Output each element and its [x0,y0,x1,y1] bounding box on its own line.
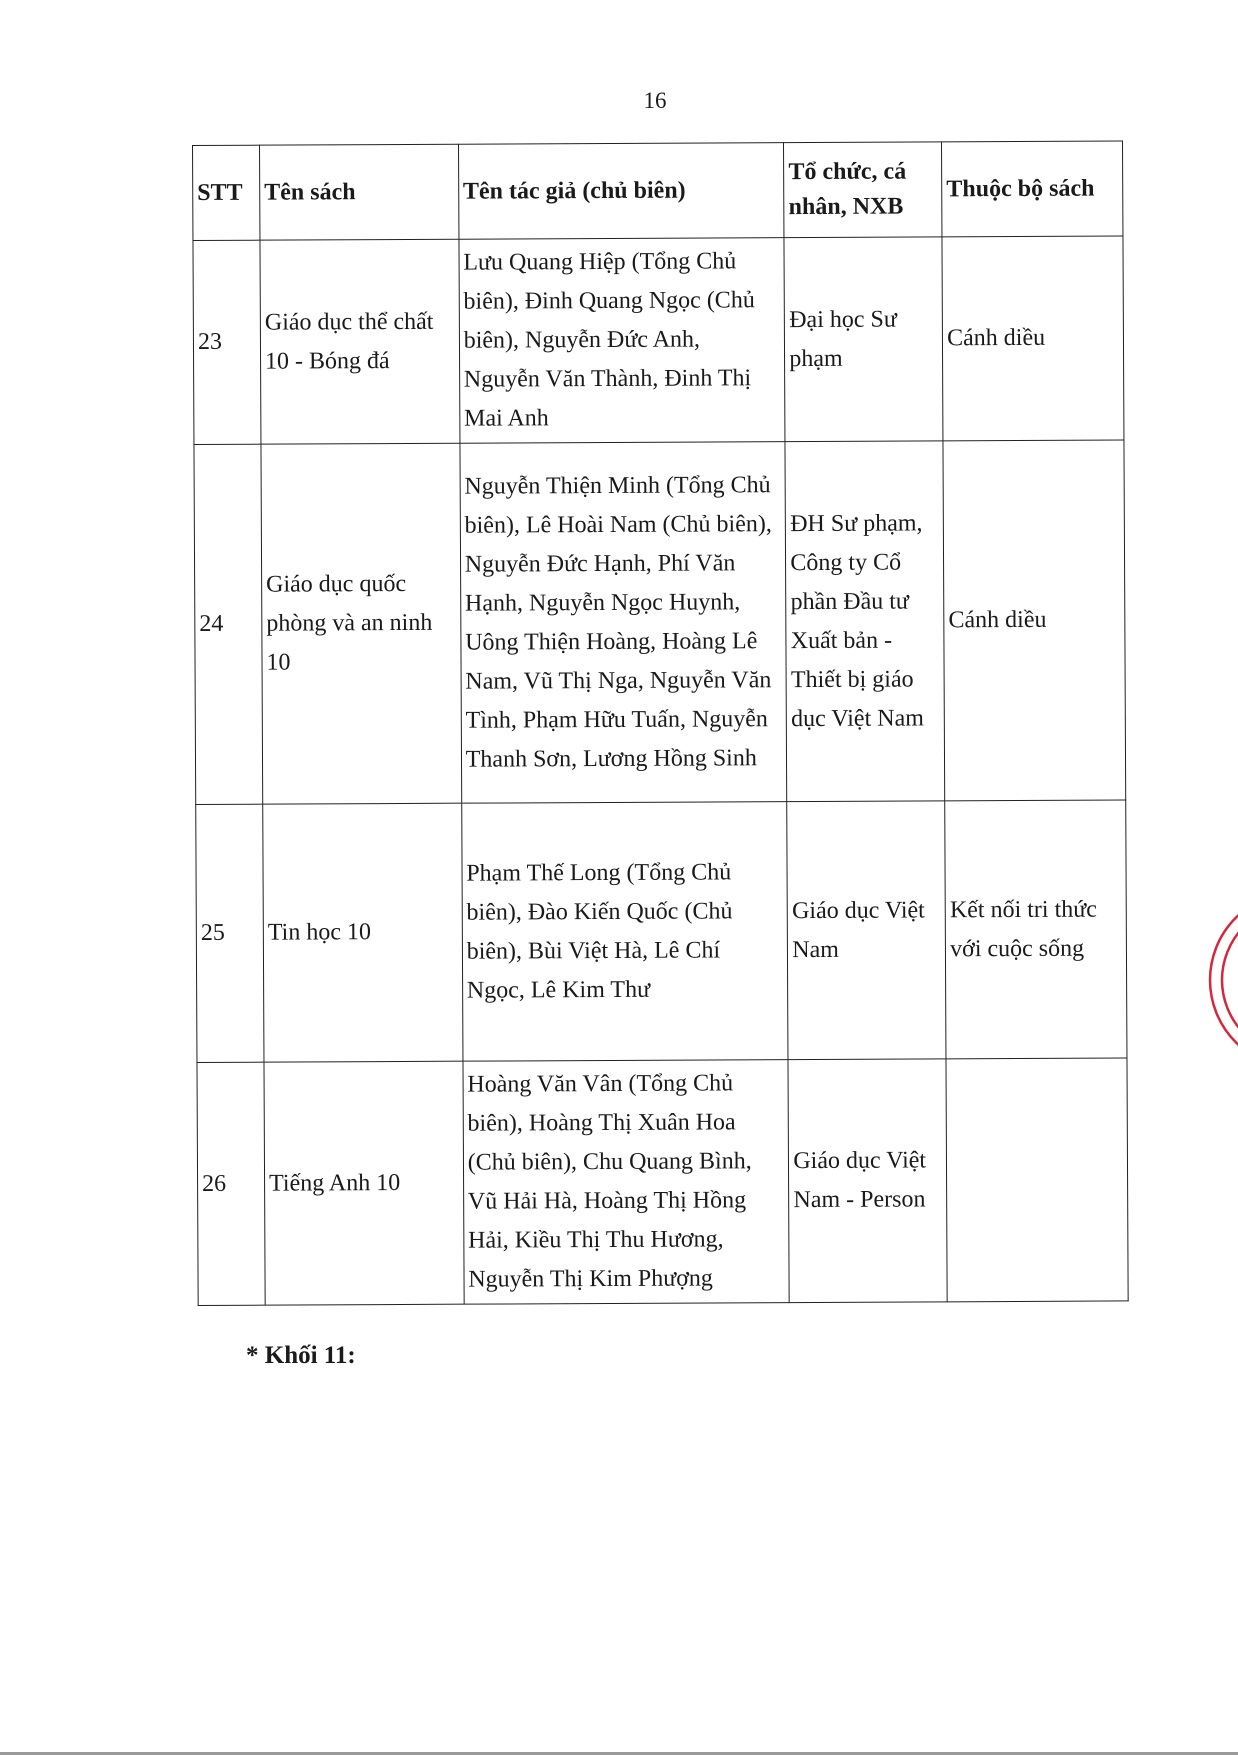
cell-series: Kết nối tri thức với cuộc sống [945,800,1127,1059]
cell-stt: 23 [193,240,261,444]
cell-series [946,1058,1128,1302]
cell-stt: 24 [194,444,263,804]
cell-book-name: Giáo dục quốc phòng và an ninh 10 [261,443,462,804]
cell-stt: 25 [196,804,264,1062]
cell-publisher: ĐH Sư phạm, Công ty Cổ phần Đầu tư Xuất bản - Thiết bị giáo dục Việt Nam [785,441,945,802]
stamp-inner-ring [1222,904,1238,1056]
page-number: 16 [643,88,667,113]
cell-stt: 26 [197,1062,265,1305]
cell-book-name: Tin học 10 [263,803,463,1062]
book-table [192,140,1129,1306]
cell-authors: Phạm Thế Long (Tổng Chủ biên), Đào Kiến Quốc (Chủ biên), Bùi Việt Hà, Lê Chí Ngọc, Lê Kim Thư [461,802,788,1062]
cell-book-name: Tiếng Anh 10 [264,1061,464,1305]
header-series: Thuộc bộ sách [942,141,1123,237]
header-publisher: Tổ chức, cá nhân, NXB [784,142,942,238]
stamp-outer-ring [1210,892,1238,1068]
table-row [193,236,1124,445]
header-book-name: Tên sách [259,144,458,240]
header-authors: Tên tác giả (chủ biên) [458,143,784,240]
cell-authors: Nguyễn Thiện Minh (Tổng Chủ biên), Lê Hoài Nam (Chủ biên), Nguyễn Đức Hạnh, Phí Văn Hạnh, Nguyễn Ngọc Huynh, Uông Thiện Hoàng, Hoàng Lê Nam, Vũ Thị Nga, Nguyễn Văn Tình, Phạm Hữu Tuấn, Nguyễn Thanh Sơn, Lương Hồng Sinh [460,442,787,804]
cell-series: Cánh diều [942,236,1124,441]
stamp-rings [1210,892,1238,1068]
table-header-row [193,141,1123,241]
table-row [197,1058,1128,1306]
table-row [196,800,1127,1063]
cell-authors: Hoàng Văn Vân (Tổng Chủ biên), Hoàng Thị Xuân Hoa (Chủ biên), Chu Quang Bình, Vũ Hải Hà, Hoàng Thị Hồng Hải, Kiều Thị Thu Hương, Nguyễn Thị Kim Phượng [463,1060,790,1305]
cell-series: Cánh diều [943,440,1126,801]
official-stamp-fragment [1188,890,1238,1070]
section-note: * Khối 11: [246,1342,356,1369]
cell-publisher: Giáo dục Việt Nam [787,801,946,1060]
cell-publisher: Giáo dục Việt Nam - Person [788,1059,947,1303]
header-stt: STT [193,145,260,240]
cell-authors: Lưu Quang Hiệp (Tổng Chủ biên), Đinh Quang Ngọc (Chủ biên), Nguyễn Đức Anh, Nguyễn Văn Thành, Đinh Thị Mai Anh [459,238,786,444]
table-row [194,440,1126,805]
cell-publisher: Đại học Sư phạm [784,237,943,442]
cell-book-name: Giáo dục thể chất 10 - Bóng đá [260,239,460,444]
